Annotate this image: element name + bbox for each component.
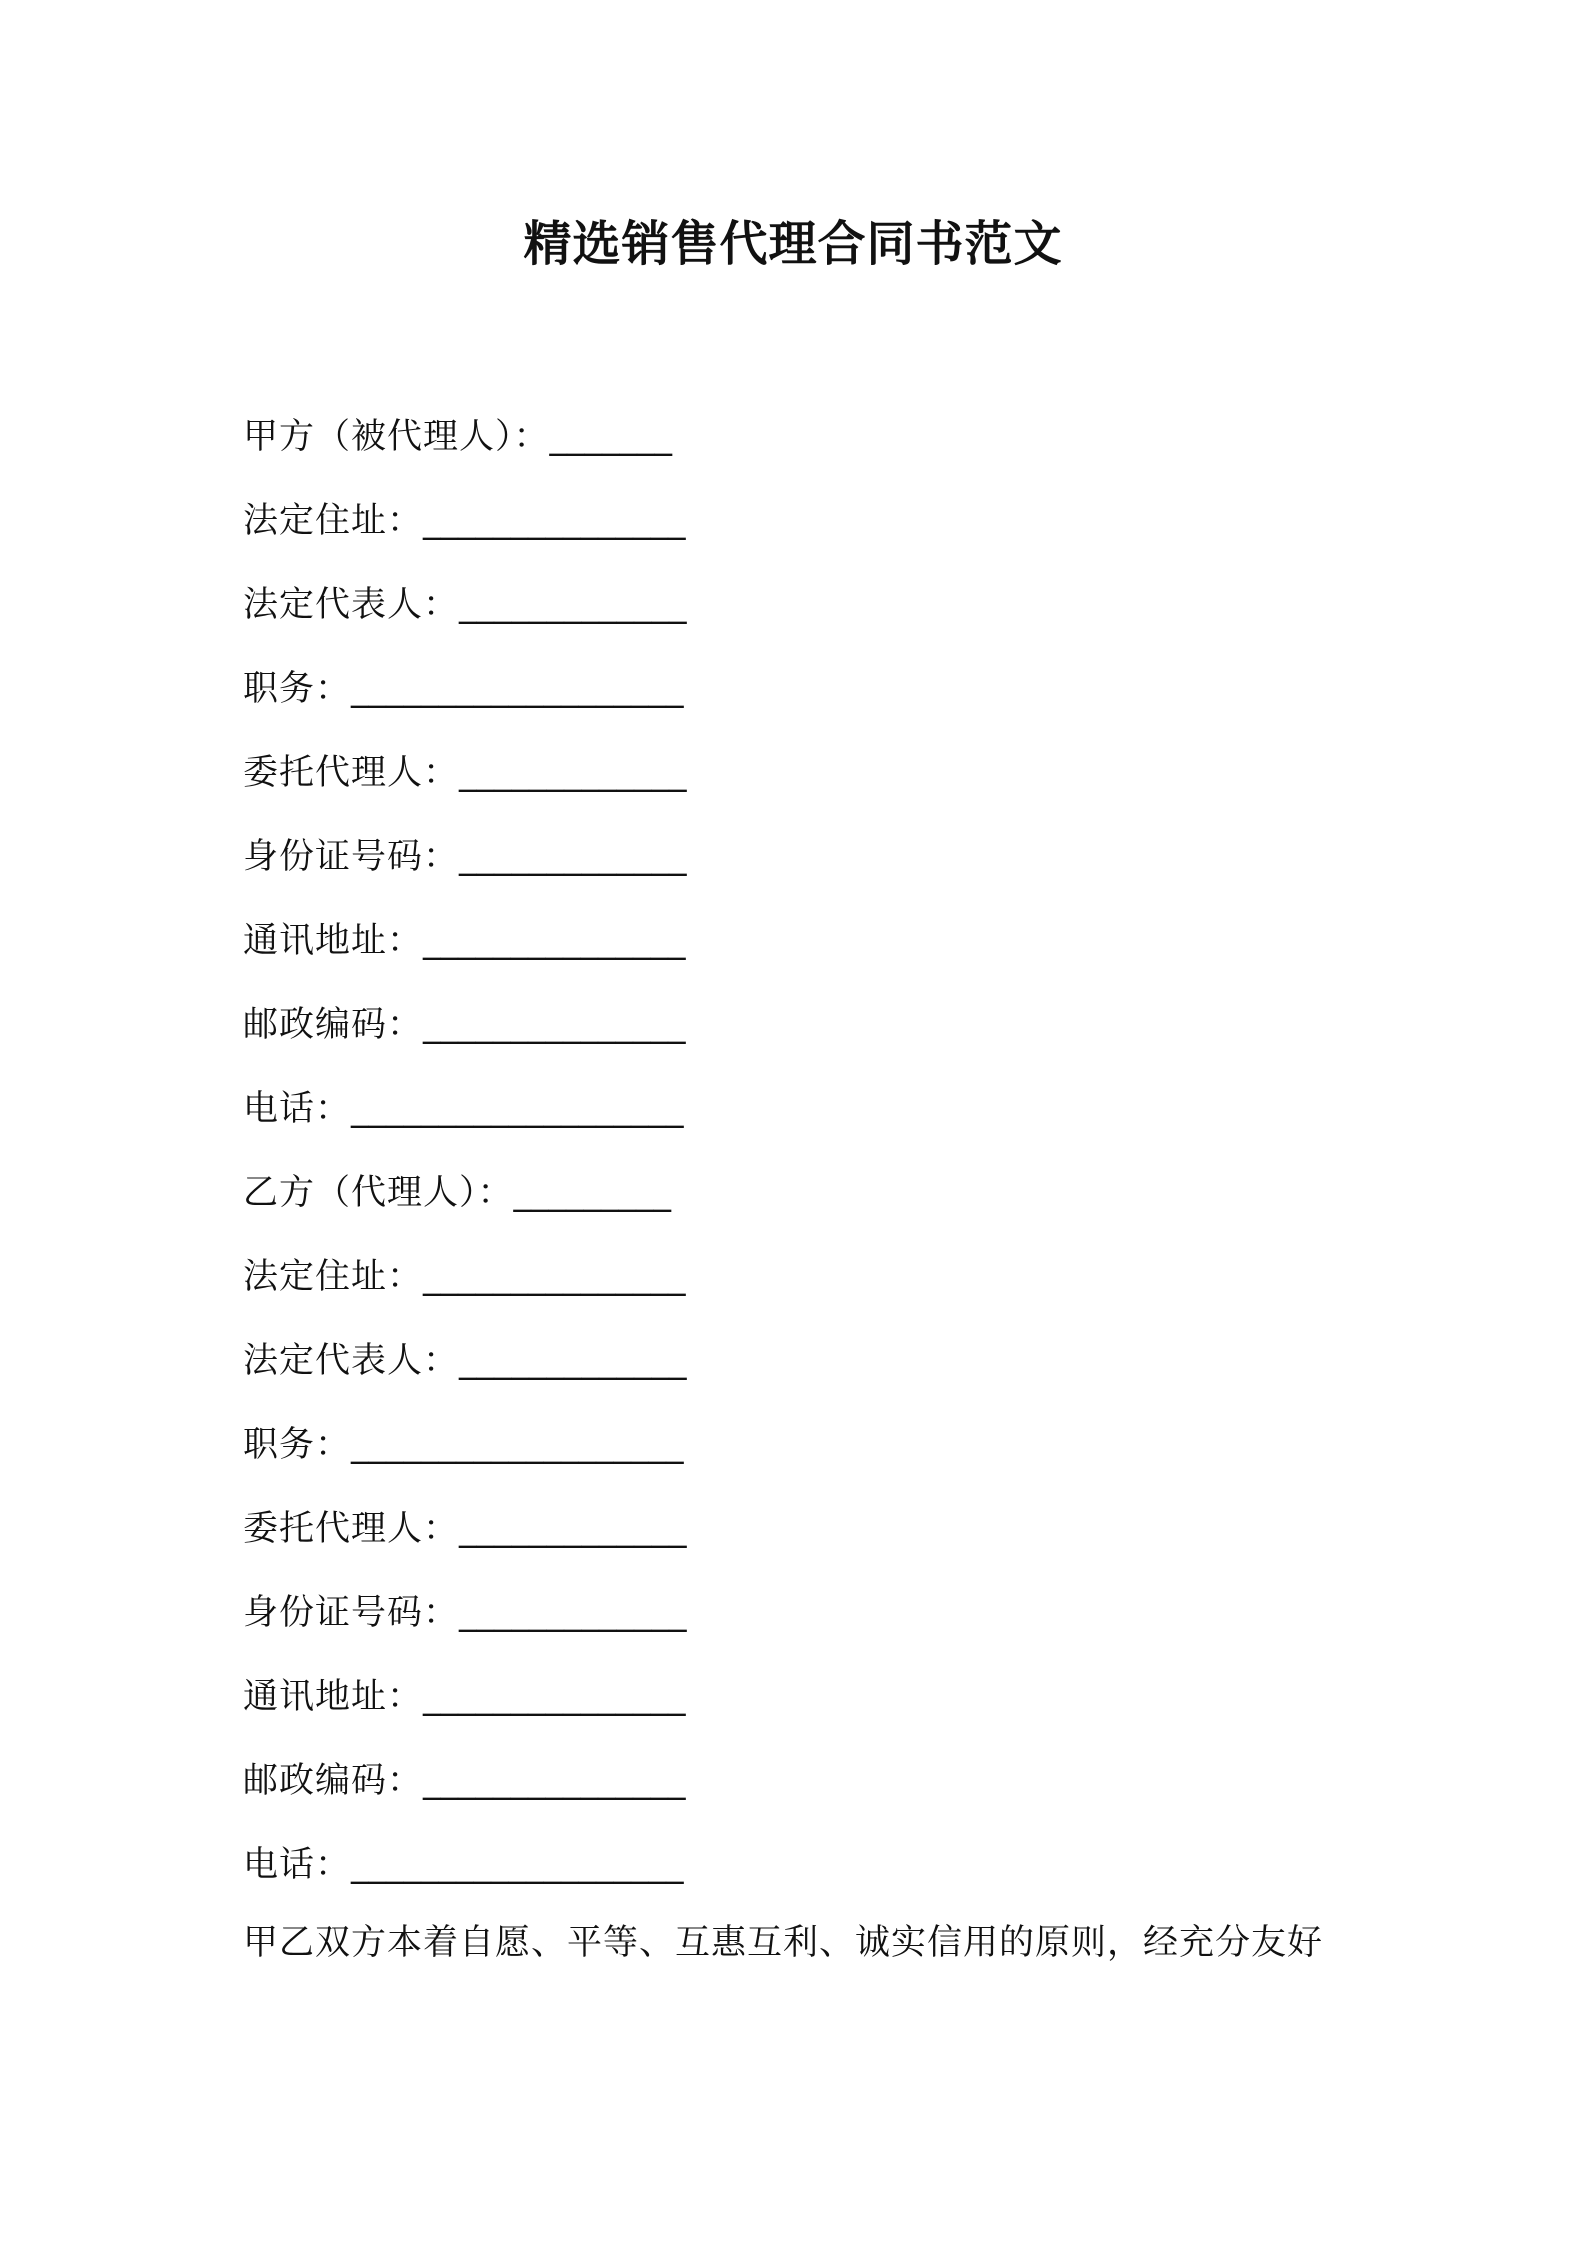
fill-blank: _______________ xyxy=(423,921,686,961)
party-a-postcode-line xyxy=(243,993,1443,1077)
party-a-id-line xyxy=(243,825,1443,909)
field-label: 身份证号码： xyxy=(243,837,460,877)
party-a-legal-rep-line xyxy=(243,573,1443,657)
fill-blank: _______________ xyxy=(423,1761,686,1801)
fill-blank: _______________ xyxy=(423,501,686,541)
party-a-phone-line xyxy=(243,1077,1443,1161)
field-label: 电话： xyxy=(243,1845,352,1885)
fill-blank: _____________ xyxy=(459,753,687,793)
fill-blank: _____________ xyxy=(459,837,687,877)
field-label: 邮政编码： xyxy=(243,1761,424,1801)
fill-blank: ___________________ xyxy=(351,1845,684,1885)
party-b-phone-line xyxy=(243,1833,1443,1917)
fill-blank: _______________ xyxy=(423,1677,686,1717)
party-b-postcode-line xyxy=(243,1749,1443,1833)
fill-blank: _______________ xyxy=(423,1257,686,1297)
field-label: 法定代表人： xyxy=(243,585,460,625)
fill-blank: _______________ xyxy=(423,1005,686,1045)
party-a-mail-address-line xyxy=(243,909,1443,993)
field-label: 电话： xyxy=(243,1089,352,1129)
fill-blank: _____________ xyxy=(459,585,687,625)
fill-blank: ___________________ xyxy=(351,1089,684,1129)
field-label: 职务： xyxy=(243,669,352,709)
field-label: 法定住址： xyxy=(243,501,424,541)
field-label: 法定代表人： xyxy=(243,1341,460,1381)
fill-blank: _____________ xyxy=(459,1593,687,1633)
fill-blank: _____________ xyxy=(459,1509,687,1549)
field-label: 乙方（代理人）： xyxy=(243,1173,514,1213)
fill-blank: ___________________ xyxy=(351,669,684,709)
party-a-agent-line xyxy=(243,741,1443,825)
field-label: 法定住址： xyxy=(243,1257,424,1297)
field-label: 职务： xyxy=(243,1425,352,1465)
contract-fields xyxy=(243,405,1443,1917)
field-label: 委托代理人： xyxy=(243,753,460,793)
field-label: 甲方（被代理人）： xyxy=(243,417,550,457)
party-a-position-line xyxy=(243,657,1443,741)
party-b-legal-rep-line xyxy=(243,1329,1443,1413)
field-label: 委托代理人： xyxy=(243,1509,460,1549)
fill-blank: _____________ xyxy=(459,1341,687,1381)
field-label: 通讯地址： xyxy=(243,1677,424,1717)
fill-blank: _______ xyxy=(549,417,673,457)
party-b-id-line xyxy=(243,1581,1443,1665)
party-a-line xyxy=(243,405,1443,489)
field-label: 身份证号码： xyxy=(243,1593,460,1633)
field-label: 通讯地址： xyxy=(243,921,424,961)
party-b-mail-address-line xyxy=(243,1665,1443,1749)
party-b-address-line xyxy=(243,1245,1443,1329)
fill-blank: _________ xyxy=(513,1173,672,1213)
closing-paragraph: 甲乙双方本着自愿、平等、互惠互利、诚实信用的原则，经充分友好 xyxy=(243,1923,1324,1963)
party-a-address-line xyxy=(243,489,1443,573)
document-title: 精选销售代理合同书范文 xyxy=(523,216,1063,272)
field-label: 邮政编码： xyxy=(243,1005,424,1045)
party-b-agent-line xyxy=(243,1497,1443,1581)
party-b-position-line xyxy=(243,1413,1443,1497)
fill-blank: ___________________ xyxy=(351,1425,684,1465)
party-b-line xyxy=(243,1161,1443,1245)
